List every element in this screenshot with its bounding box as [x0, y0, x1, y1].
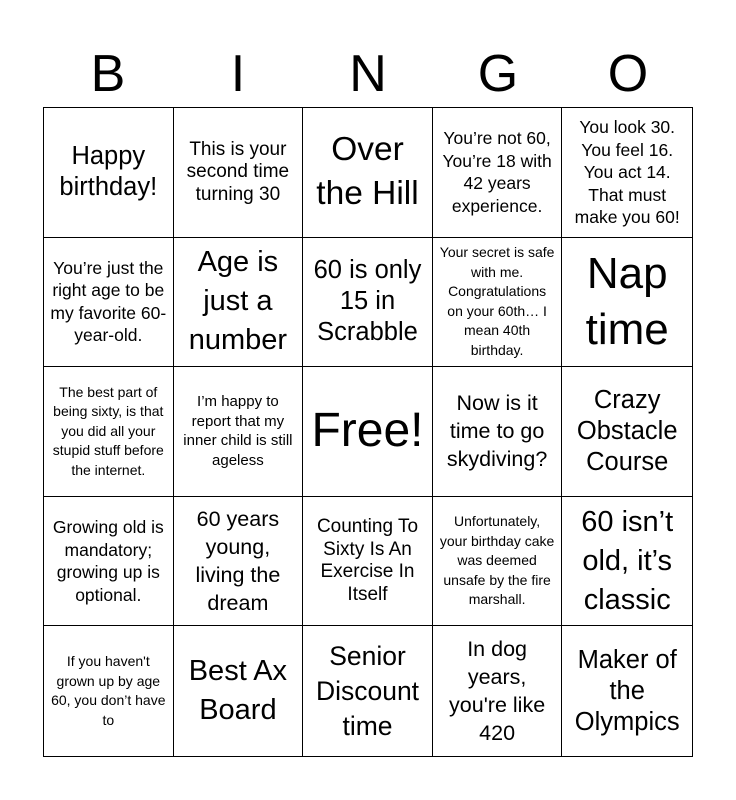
bingo-cell-r2c2[interactable]	[174, 238, 304, 368]
free-space-label: Free!	[311, 404, 424, 458]
bingo-cell-r4c5[interactable]	[562, 497, 692, 627]
cell-text: Crazy Obstacle Course	[576, 385, 678, 476]
bingo-cell-r4c2[interactable]	[174, 497, 304, 627]
bingo-cell-r2c4[interactable]	[433, 238, 563, 368]
cell-text: This is your second time turning 30	[186, 138, 290, 205]
cell-text: Best Ax Board	[188, 655, 288, 727]
bingo-cell-r2c5[interactable]	[562, 238, 692, 368]
header-letter-i: I	[230, 45, 246, 103]
cell-text: Happy birthday!	[59, 142, 158, 202]
bingo-cell-r1c4[interactable]	[433, 108, 563, 238]
bingo-cell-r3c4[interactable]	[433, 367, 563, 497]
cell-text: I’m happy to report that my inner child is still ageless	[183, 393, 293, 469]
bingo-cell-r2c3[interactable]	[303, 238, 433, 368]
header-letter-b: B	[90, 45, 126, 103]
bingo-cell-r4c4[interactable]	[433, 497, 563, 627]
bingo-cell-r1c5[interactable]	[562, 108, 692, 238]
cell-text: Over the Hill	[316, 131, 419, 213]
bingo-cell-r3c1[interactable]	[44, 367, 174, 497]
bingo-cell-r5c4[interactable]	[433, 626, 563, 756]
bingo-cell-r5c3[interactable]	[303, 626, 433, 756]
bingo-cell-r3c5[interactable]	[562, 367, 692, 497]
bingo-cell-r3c2[interactable]	[174, 367, 304, 497]
cell-text: Your secret is safe with me. Congratulations on your 60th… I mean 40th birthday.	[439, 244, 555, 358]
cell-text: Counting To Sixty Is An Exercise In Itself	[316, 516, 419, 605]
bingo-cell-r2c1[interactable]	[44, 238, 174, 368]
cell-text: 60 years young, living the dream	[195, 507, 281, 616]
bingo-cell-r3c3 free-space[interactable]	[303, 367, 433, 497]
cell-text: Now is it time to go skydiving?	[446, 391, 548, 472]
cell-text: Unfortunately, your birthday cake was deemed unsafe by the fire marshall.	[439, 513, 555, 608]
cell-text: Growing old is mandatory; growing up is optional.	[52, 517, 164, 605]
cell-text: You’re not 60, You’re 18 with 42 years experience.	[442, 128, 552, 216]
cell-text: Age is just a number	[188, 246, 288, 357]
cell-text: Senior Discount time	[315, 640, 420, 741]
header-letter-o: O	[607, 45, 649, 103]
bingo-cell-r4c1[interactable]	[44, 497, 174, 627]
cell-text: The best part of being sixty, is that you did all your stupid stuff before the internet.	[52, 383, 164, 478]
cell-text: In dog years, you're like 420	[449, 637, 546, 746]
bingo-cell-r4c3[interactable]	[303, 497, 433, 627]
cell-text: Nap time	[585, 248, 669, 354]
cell-text: 60 is only 15 in Scrabble	[313, 256, 422, 347]
bingo-cell-r1c3[interactable]	[303, 108, 433, 238]
bingo-cell-r1c1[interactable]	[44, 108, 174, 238]
bingo-cell-r5c1[interactable]	[44, 626, 174, 756]
bingo-cell-r5c5[interactable]	[562, 626, 692, 756]
bingo-cell-r5c2[interactable]	[174, 626, 304, 756]
bingo-cell-r1c2[interactable]	[174, 108, 304, 238]
header-letter-n: N	[349, 45, 387, 103]
cell-text: If you haven't grown up by age 60, you don’t have to	[51, 653, 166, 728]
bingo-board	[43, 107, 693, 757]
cell-text: Maker of the Olympics	[574, 645, 680, 736]
header-letter-g: G	[477, 45, 519, 103]
bingo-header	[43, 42, 693, 106]
cell-text: You’re just the right age to be my favorite 60-year-old.	[50, 257, 167, 346]
cell-text: You look 30. You feel 16. You act 14. That must make you 60!	[574, 117, 680, 228]
cell-text: 60 isn’t old, it’s classic	[581, 505, 674, 616]
